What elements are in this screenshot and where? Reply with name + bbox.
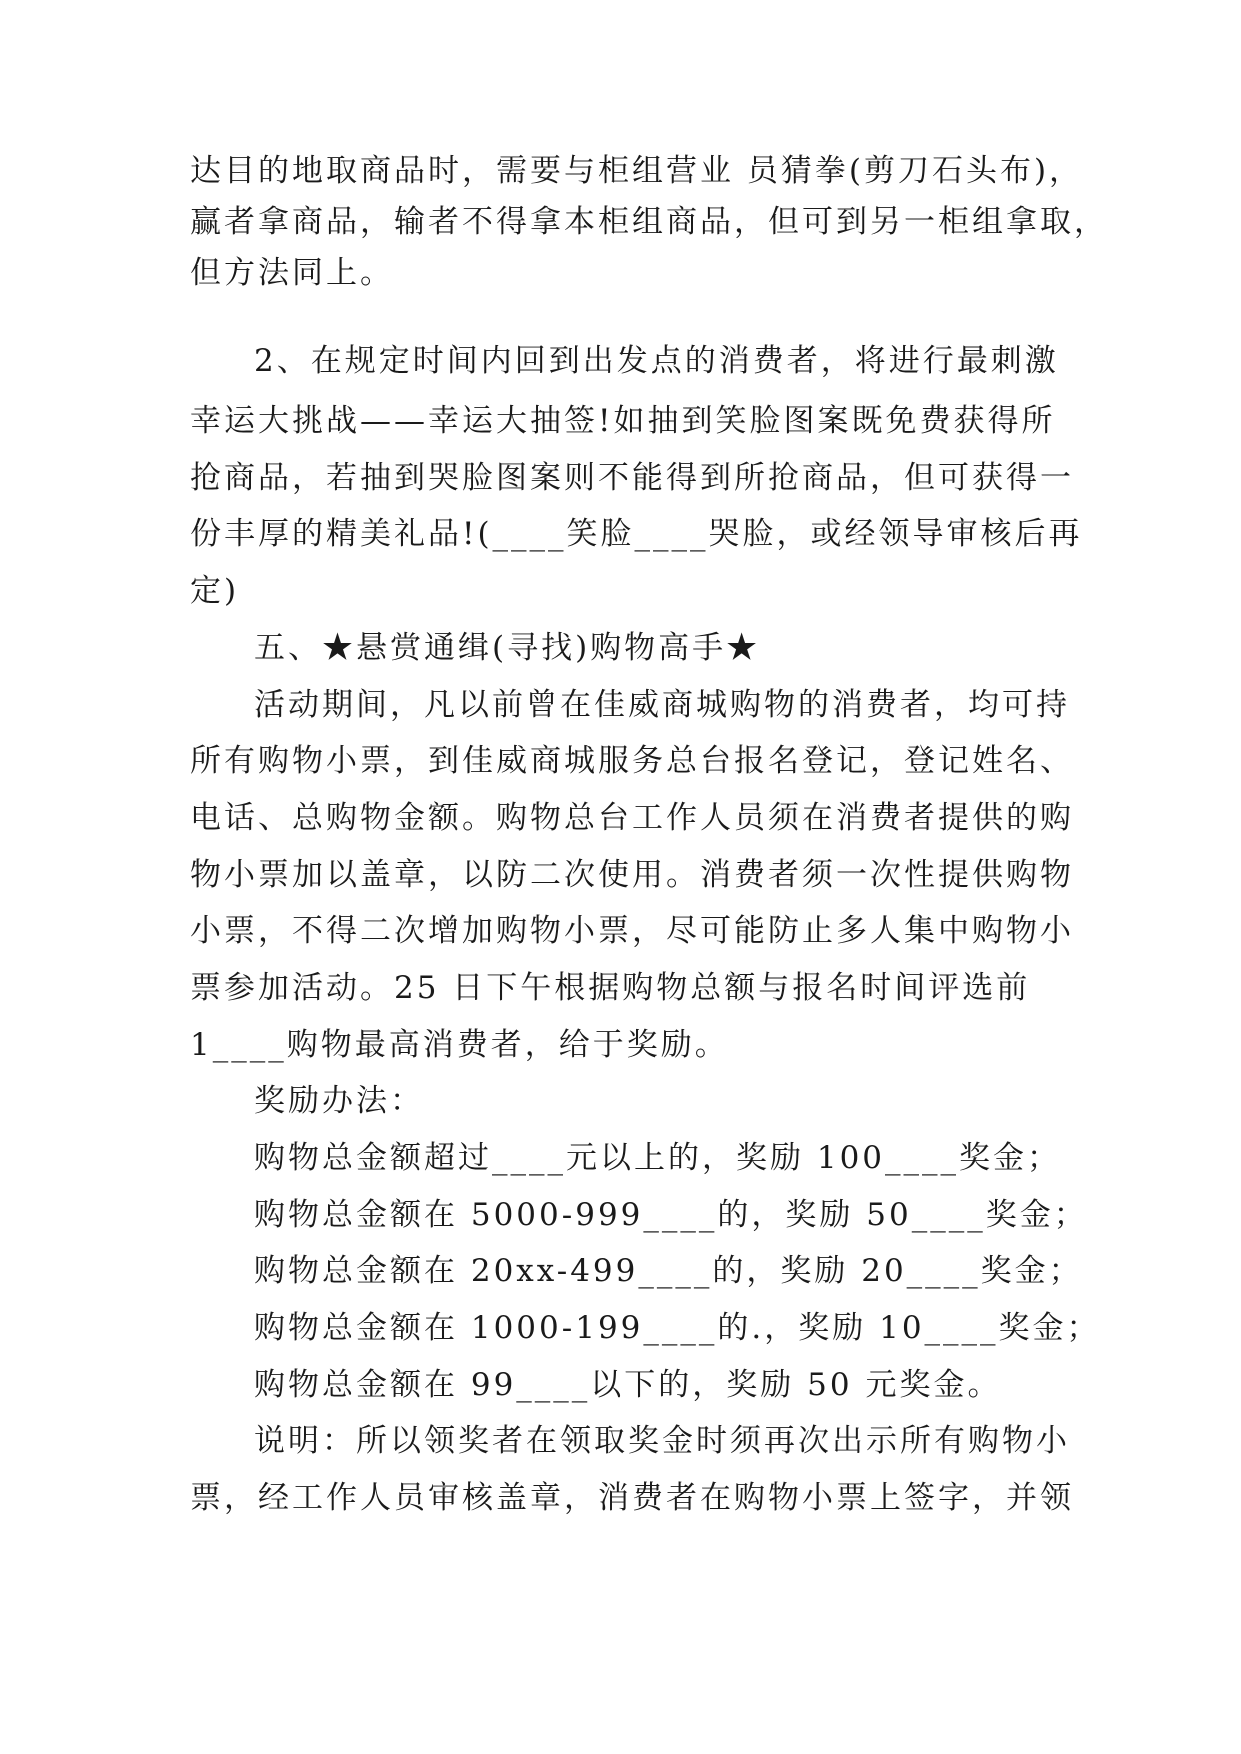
text-line: 但方法同上。 bbox=[190, 255, 394, 291]
text-line: 奖励办法： bbox=[254, 1083, 424, 1119]
text-line: 2、在规定时间内回到出发点的消费者，将进行最刺激 bbox=[254, 343, 1059, 379]
text-line: 说明：所以领奖者在领取奖金时须再次出示所有购物小 bbox=[254, 1423, 1070, 1459]
text-line: 赢者拿商品，输者不得拿本柜组商品，但可到另一柜组拿取， bbox=[190, 204, 1108, 240]
text-line: 抢商品，若抽到哭脸图案则不能得到所抢商品，但可获得一 bbox=[190, 460, 1074, 496]
text-line: 活动期间，凡以前曾在佳威商城购物的消费者，均可持 bbox=[254, 687, 1070, 723]
text-line: 份丰厚的精美礼品!(____笑脸____哭脸，或经领导审核后再 bbox=[190, 516, 1083, 552]
reward-line: 购物总金额在 20xx-499____的，奖励 20____奖金； bbox=[254, 1253, 1083, 1289]
text-line: 物小票加以盖章，以防二次使用。消费者须一次性提供购物 bbox=[190, 857, 1074, 893]
text-line: 小票，不得二次增加购物小票，尽可能防止多人集中购物小 bbox=[190, 913, 1074, 949]
reward-line: 购物总金额在 99____以下的，奖励 50 元奖金。 bbox=[254, 1367, 1002, 1403]
text-line: 票参加活动。25 日下午根据购物总额与报名时间评选前 bbox=[190, 970, 1031, 1006]
text-line: 电话、总购物金额。购物总台工作人员须在消费者提供的购 bbox=[190, 800, 1074, 836]
reward-line: 购物总金额在 5000-999____的，奖励 50____奖金； bbox=[254, 1197, 1088, 1233]
reward-line: 购物总金额超过____元以上的，奖励 100____奖金； bbox=[254, 1140, 1062, 1176]
text-line: 所有购物小票，到佳威商城服务总台报名登记，登记姓名、 bbox=[190, 743, 1074, 779]
text-line: 1____购物最高消费者，给于奖励。 bbox=[190, 1027, 729, 1063]
text-line: 票，经工作人员审核盖章，消费者在购物小票上签字，并领 bbox=[190, 1480, 1074, 1516]
section-heading: 五、★悬赏通缉(寻找)购物高手★ bbox=[254, 630, 761, 666]
text-line: 幸运大挑战——幸运大抽签!如抽到笑脸图案既免费获得所 bbox=[190, 403, 1056, 439]
text-line: 定) bbox=[190, 573, 240, 609]
text-line: 达目的地取商品时，需要与柜组营业 员猜拳(剪刀石头布)， bbox=[190, 153, 1084, 189]
reward-line: 购物总金额在 1000-199____的.，奖励 10____奖金； bbox=[254, 1310, 1101, 1346]
